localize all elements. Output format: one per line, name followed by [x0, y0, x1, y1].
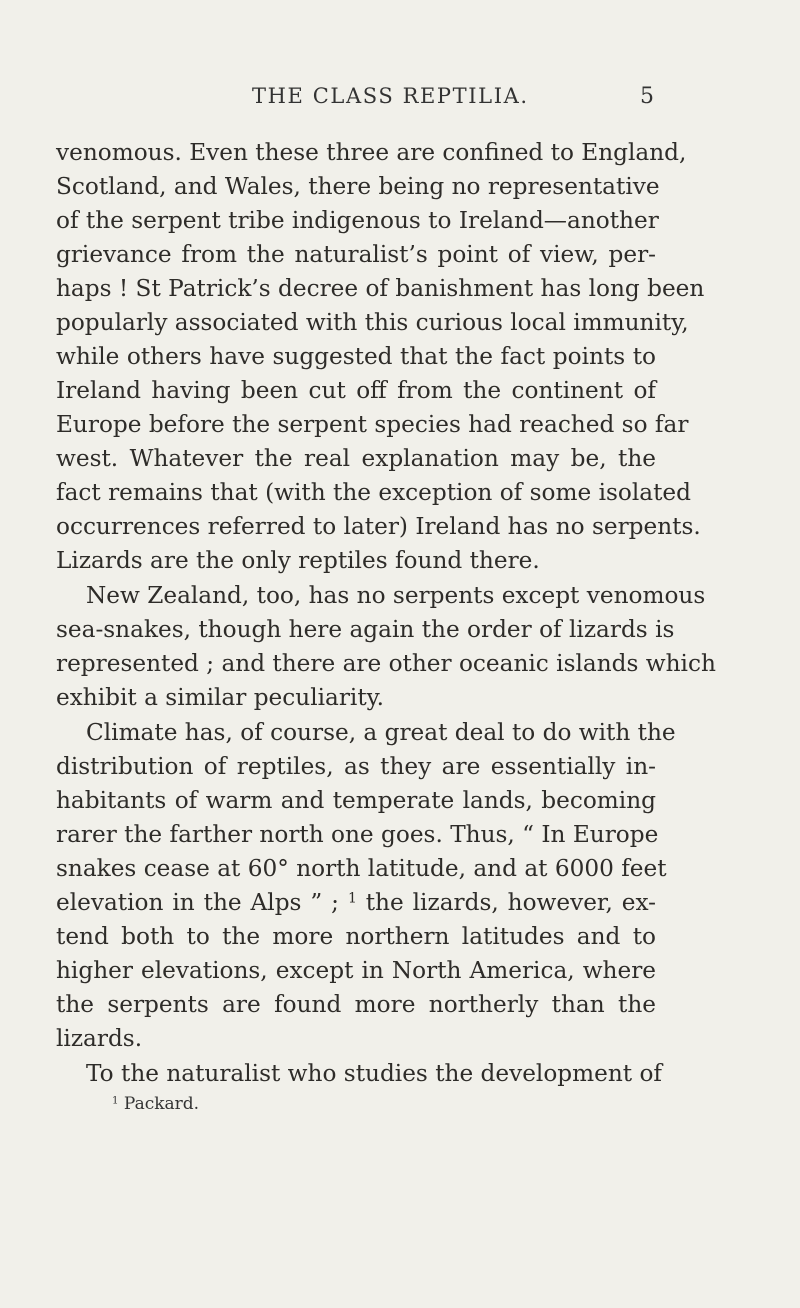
text-line: Scotland, and Wales, there being no representative: [56, 173, 660, 200]
text-line: exhibit a similar peculiarity.: [56, 684, 385, 711]
page-number: 5: [640, 84, 654, 109]
text-line: distribution of reptiles, as they are essentially in-: [56, 753, 656, 780]
text-line: Lizards are the only reptiles found there.: [56, 547, 540, 574]
text-line: tend both to the more northern latitudes and to: [56, 923, 656, 950]
text-line: popularly associated with this curious local immunity,: [56, 309, 689, 336]
text-line: of the serpent tribe indigenous to Ireland—another: [56, 207, 659, 234]
text-line: To the naturalist who studies the development of: [86, 1060, 663, 1087]
footnote-text: Packard.: [123, 1094, 200, 1114]
text-line: snakes cease at 60° north latitude, and at 6000 feet: [56, 855, 667, 882]
text-line: New Zealand, too, has no serpents except venomous: [86, 582, 706, 609]
text-line: haps ! St Patrick’s decree of banishment has long been: [56, 275, 705, 302]
text-line: higher elevations, except in North America, where: [56, 957, 656, 984]
text-line: venomous. Even these three are confined to England,: [56, 139, 687, 166]
footnote: [112, 1094, 199, 1114]
footnote-reference: 1: [347, 890, 357, 907]
text-line: grievance from the naturalist’s point of view, per-: [56, 241, 656, 268]
text-line: Climate has, of course, a great deal to do with the: [86, 719, 676, 746]
text-line: west. Whatever the real explanation may be, the: [56, 445, 656, 472]
text-line: while others have suggested that the fact points to: [56, 343, 656, 370]
footnote-marker: 1: [112, 1095, 119, 1107]
text-line: rarer the farther north one goes. Thus, “ In Europe: [56, 821, 659, 848]
running-head: [0, 84, 800, 114]
text-line: Ireland having been cut off from the continent of: [56, 377, 656, 404]
text-line: sea-snakes, though here again the order of lizards is: [56, 616, 675, 643]
text-line: fact remains that (with the exception of some isolated: [56, 479, 691, 506]
text-line: occurrences referred to later) Ireland has no serpents.: [56, 513, 701, 540]
text-line: lizards.: [56, 1025, 143, 1052]
running-title: THE CLASS REPTILIA.: [252, 84, 529, 108]
line-text-after-ref: the lizards, however, ex-: [356, 889, 657, 916]
text-line: the serpents are found more northerly than the: [56, 991, 656, 1018]
text-line: habitants of warm and temperate lands, becoming: [56, 787, 656, 814]
text-line: Europe before the serpent species had reached so far: [56, 411, 689, 438]
text-line: represented ; and there are other oceanic islands which: [56, 650, 716, 677]
line-text-before-ref: elevation in the Alps ” ;: [56, 889, 348, 916]
text-line-with-footnote-ref: [56, 886, 656, 920]
